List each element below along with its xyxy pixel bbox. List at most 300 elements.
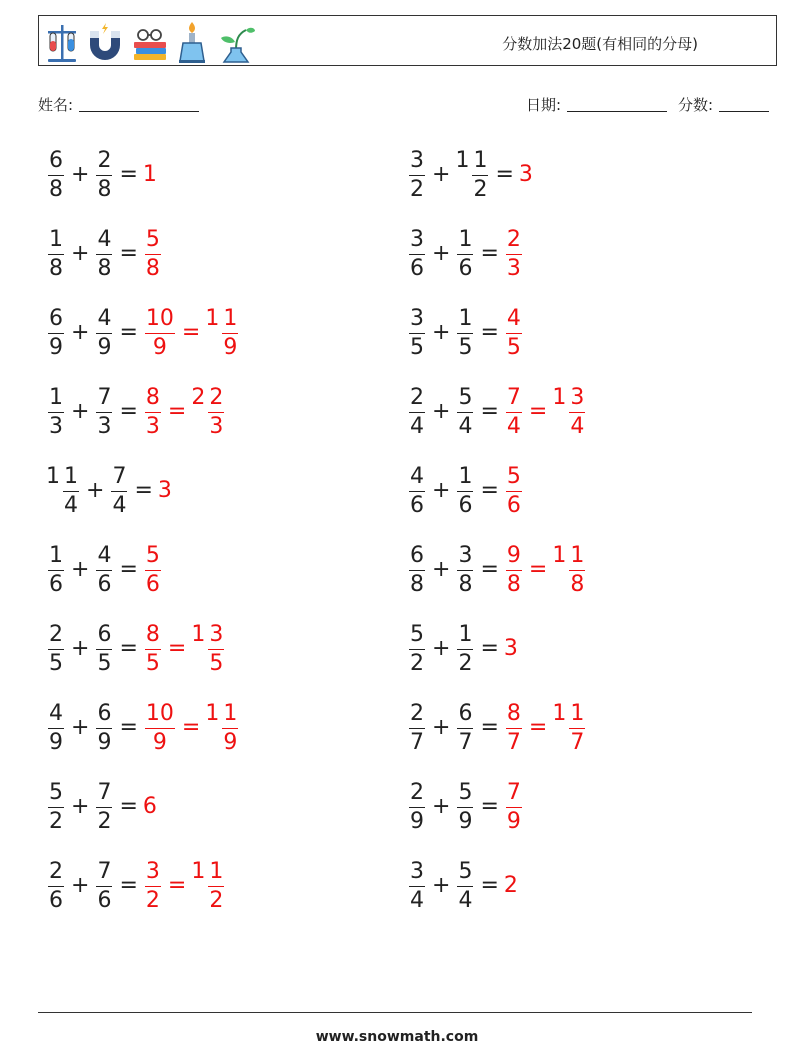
denominator: 3: [97, 413, 112, 439]
denominator: 3: [49, 413, 63, 439]
numerator: 4: [506, 305, 521, 331]
plus-sign: +: [432, 398, 451, 424]
equals-sign: =: [134, 477, 153, 503]
equals-sign: =: [119, 793, 138, 819]
fraction: [145, 226, 161, 281]
denominator: 6: [97, 887, 112, 913]
numerator: 1: [570, 542, 585, 568]
fraction: [96, 621, 112, 676]
problem-item: [46, 144, 158, 204]
fraction: [409, 463, 425, 518]
plus-sign: +: [71, 319, 90, 345]
score-label: 分数:: [678, 96, 714, 114]
fraction: [145, 700, 175, 755]
fraction: [96, 779, 112, 834]
equals-sign: =: [480, 635, 499, 661]
name-line[interactable]: [79, 111, 199, 112]
fraction: [569, 384, 585, 439]
fraction: [48, 779, 64, 834]
number: [504, 780, 524, 833]
fraction: [145, 621, 161, 676]
number: [455, 464, 475, 517]
whole-number: 1: [455, 147, 470, 173]
denominator: 4: [458, 413, 473, 439]
number: [191, 385, 226, 438]
numerator: 5: [145, 542, 160, 568]
number: [504, 873, 519, 898]
denominator: 7: [506, 729, 521, 755]
number: [143, 622, 163, 675]
numerator: 3: [458, 542, 473, 568]
number: [46, 543, 66, 596]
plus-sign: +: [71, 556, 90, 582]
numerator: 10: [145, 700, 174, 726]
number: [191, 859, 226, 912]
number: [455, 227, 475, 280]
numerator: 8: [145, 621, 160, 647]
fraction: [48, 305, 64, 360]
whole-number: 3: [157, 477, 172, 503]
plus-sign: +: [71, 240, 90, 266]
equals-sign: =: [167, 398, 187, 424]
equals-sign: =: [480, 240, 499, 266]
numerator: 1: [458, 621, 473, 647]
whole-number: 2: [503, 872, 518, 898]
fraction: [506, 700, 522, 755]
number: [504, 464, 524, 517]
numerator: 1: [49, 542, 63, 568]
whole-number: 1: [552, 700, 567, 726]
number: [143, 162, 158, 187]
books-glasses-icon: [131, 21, 169, 63]
fraction: [472, 147, 488, 202]
number: [407, 701, 427, 754]
fraction: [409, 226, 425, 281]
fraction: [96, 147, 112, 202]
equals-sign: =: [480, 319, 499, 345]
denominator: 9: [49, 729, 63, 755]
number: [552, 543, 587, 596]
denominator: 9: [97, 334, 112, 360]
answer: [143, 859, 226, 912]
plus-sign: +: [432, 714, 451, 740]
number: [504, 306, 524, 359]
fraction: [506, 305, 522, 360]
equals-sign: =: [528, 398, 548, 424]
number: [407, 385, 427, 438]
number: [455, 622, 475, 675]
numerator: 2: [209, 384, 224, 410]
denominator: 3: [145, 413, 160, 439]
number: [94, 701, 114, 754]
plus-sign: +: [71, 398, 90, 424]
numerator: 1: [64, 463, 78, 489]
answer: [504, 780, 524, 833]
numerator: 6: [49, 147, 63, 173]
problem-item: [46, 223, 163, 283]
numerator: 7: [506, 779, 521, 805]
number: [552, 385, 587, 438]
denominator: 8: [570, 571, 585, 597]
equals-sign: =: [528, 556, 548, 582]
problem-item: [407, 618, 519, 678]
fraction: [409, 542, 425, 597]
number: [94, 543, 114, 596]
problem-item: [407, 697, 587, 757]
answer: [504, 636, 519, 661]
equals-sign: =: [495, 161, 514, 187]
problem-item: [46, 539, 163, 599]
number: [504, 701, 524, 754]
fraction: [48, 384, 64, 439]
numerator: 3: [145, 858, 160, 884]
numerator: 2: [49, 858, 63, 884]
answer: [143, 622, 226, 675]
plus-sign: +: [71, 635, 90, 661]
numerator: 2: [49, 621, 63, 647]
equals-sign: =: [181, 319, 201, 345]
numerator: 2: [410, 700, 424, 726]
fraction: [506, 463, 522, 518]
plus-sign: +: [71, 872, 90, 898]
whole-number: 1: [142, 161, 157, 187]
number: [191, 622, 226, 675]
plus-sign: +: [432, 556, 451, 582]
fraction: [569, 542, 585, 597]
fraction: [506, 542, 522, 597]
fraction: [48, 858, 64, 913]
numerator: 8: [145, 384, 160, 410]
denominator: 9: [506, 808, 521, 834]
plant-flask-icon: [215, 20, 257, 64]
bunsen-burner-icon: [177, 20, 207, 64]
equals-sign: =: [480, 477, 499, 503]
name-field: [38, 94, 199, 115]
footer-divider: [38, 1012, 752, 1013]
denominator: 6: [458, 492, 473, 518]
problem-item: [407, 144, 534, 204]
numerator: 7: [506, 384, 521, 410]
number: [143, 859, 163, 912]
whole-number: 1: [191, 621, 206, 647]
numerator: 10: [145, 305, 174, 331]
number: [407, 859, 427, 912]
numerator: 3: [410, 147, 424, 173]
denominator: 4: [64, 492, 78, 518]
denominator: 2: [209, 887, 224, 913]
denominator: 7: [570, 729, 585, 755]
fraction: [48, 226, 64, 281]
number: [455, 385, 475, 438]
answer: [504, 385, 587, 438]
number: [407, 227, 427, 280]
denominator: 9: [223, 334, 238, 360]
fraction: [409, 858, 425, 913]
whole-number: 1: [205, 700, 220, 726]
denominator: 9: [223, 729, 238, 755]
fraction: [96, 700, 112, 755]
fraction: [111, 463, 127, 518]
number: [46, 385, 66, 438]
numerator: 4: [49, 700, 63, 726]
numerator: 4: [97, 542, 112, 568]
denominator: 8: [49, 255, 63, 281]
number: [143, 227, 163, 280]
denominator: 8: [506, 571, 521, 597]
fraction: [409, 305, 425, 360]
numerator: 1: [209, 858, 224, 884]
test-tubes-icon: [45, 21, 79, 63]
whole-number: 2: [191, 384, 206, 410]
fraction: [96, 858, 112, 913]
whole-number: 3: [503, 635, 518, 661]
equals-sign: =: [119, 240, 138, 266]
fraction: [409, 779, 425, 834]
plus-sign: +: [432, 635, 451, 661]
numerator: 5: [506, 463, 521, 489]
fraction: [506, 384, 522, 439]
numerator: 3: [410, 858, 424, 884]
number: [504, 636, 519, 661]
numerator: 2: [97, 147, 112, 173]
answer: [143, 701, 240, 754]
fraction: [145, 858, 161, 913]
numerator: 1: [223, 305, 238, 331]
number: [407, 543, 427, 596]
answer: [504, 543, 587, 596]
problem-item: [46, 381, 226, 441]
fraction: [145, 384, 161, 439]
equals-sign: =: [181, 714, 201, 740]
numerator: 1: [458, 305, 473, 331]
fraction: [457, 858, 473, 913]
problem-item: [407, 776, 524, 836]
numerator: 5: [145, 226, 160, 252]
fraction: [457, 700, 473, 755]
numerator: 2: [410, 384, 424, 410]
header-icons: [45, 20, 257, 64]
numerator: 3: [410, 305, 424, 331]
number: [455, 780, 475, 833]
whole-number: 3: [518, 161, 533, 187]
equals-sign: =: [119, 635, 138, 661]
number: [143, 543, 163, 596]
numerator: 7: [97, 384, 112, 410]
whole-number: 1: [552, 384, 567, 410]
denominator: 9: [49, 334, 63, 360]
answer: [143, 227, 163, 280]
number: [94, 622, 114, 675]
numerator: 6: [97, 621, 112, 647]
number: [46, 859, 66, 912]
equals-sign: =: [528, 714, 548, 740]
number: [407, 780, 427, 833]
numerator: 3: [410, 226, 424, 252]
footer-url: www.snowmath.com: [315, 1029, 479, 1045]
whole-number: 1: [205, 305, 220, 331]
numerator: 1: [49, 384, 63, 410]
fraction: [48, 700, 64, 755]
denominator: 5: [458, 334, 473, 360]
number: [46, 780, 66, 833]
denominator: 3: [506, 255, 521, 281]
numerator: 2: [410, 779, 424, 805]
number: [94, 148, 114, 201]
numerator: 1: [473, 147, 488, 173]
date-label: 日期:: [526, 96, 562, 114]
numerator: 7: [97, 858, 112, 884]
denominator: 4: [112, 492, 127, 518]
problem-item: [407, 460, 524, 520]
numerator: 1: [570, 700, 585, 726]
denominator: 6: [49, 887, 63, 913]
denominator: 5: [97, 650, 112, 676]
fraction: [409, 700, 425, 755]
numerator: 1: [458, 226, 473, 252]
number: [143, 306, 177, 359]
answer: [504, 227, 524, 280]
fraction: [96, 226, 112, 281]
number: [46, 227, 66, 280]
fraction: [96, 384, 112, 439]
answer: [143, 162, 158, 187]
denominator: 9: [97, 729, 112, 755]
denominator: 6: [97, 571, 112, 597]
plus-sign: +: [432, 240, 451, 266]
numerator: 6: [97, 700, 112, 726]
fraction: [457, 542, 473, 597]
score-field: [678, 94, 769, 115]
denominator: 7: [410, 729, 424, 755]
numerator: 5: [458, 858, 473, 884]
fraction: [506, 226, 522, 281]
number: [205, 701, 240, 754]
denominator: 9: [152, 729, 167, 755]
worksheet-header: [38, 15, 777, 66]
problem-item: [46, 618, 226, 678]
fraction: [457, 621, 473, 676]
denominator: 6: [410, 255, 424, 281]
equals-sign: =: [167, 872, 187, 898]
denominator: 9: [410, 808, 424, 834]
denominator: 2: [97, 808, 112, 834]
fraction: [506, 779, 522, 834]
denominator: 6: [410, 492, 424, 518]
denominator: 7: [458, 729, 473, 755]
fraction: [208, 621, 224, 676]
problem-item: [46, 697, 240, 757]
date-line[interactable]: [567, 111, 667, 112]
problem-item: [407, 302, 524, 362]
whole-number: 1: [191, 858, 206, 884]
plus-sign: +: [71, 793, 90, 819]
numerator: 1: [49, 226, 63, 252]
denominator: 6: [506, 492, 521, 518]
number: [94, 385, 114, 438]
number: [504, 385, 524, 438]
denominator: 5: [506, 334, 521, 360]
denominator: 4: [410, 413, 424, 439]
fraction: [145, 305, 175, 360]
problem-item: [46, 776, 158, 836]
denominator: 8: [97, 255, 112, 281]
problem-item: [407, 223, 524, 283]
fraction: [48, 542, 64, 597]
denominator: 2: [458, 650, 473, 676]
number: [455, 543, 475, 596]
denominator: 2: [410, 176, 424, 202]
numerator: 6: [49, 305, 63, 331]
numerator: 6: [410, 542, 424, 568]
number: [407, 148, 427, 201]
magnet-icon: [87, 21, 123, 63]
fraction: [208, 384, 224, 439]
answer: [504, 701, 587, 754]
denominator: 9: [458, 808, 473, 834]
numerator: 5: [49, 779, 63, 805]
denominator: 2: [473, 176, 488, 202]
plus-sign: +: [432, 872, 451, 898]
answer: [504, 873, 519, 898]
number: [94, 780, 114, 833]
equals-sign: =: [119, 872, 138, 898]
denominator: 5: [410, 334, 424, 360]
plus-sign: +: [432, 793, 451, 819]
equals-sign: =: [119, 398, 138, 424]
equals-sign: =: [480, 556, 499, 582]
number: [46, 701, 66, 754]
number: [46, 464, 81, 517]
fraction: [96, 305, 112, 360]
fraction: [208, 858, 224, 913]
denominator: 2: [145, 887, 160, 913]
denominator: 6: [49, 571, 63, 597]
numerator: 4: [97, 226, 112, 252]
numerator: 7: [97, 779, 112, 805]
fraction: [569, 700, 585, 755]
fraction: [222, 700, 238, 755]
fraction: [457, 384, 473, 439]
number: [455, 306, 475, 359]
denominator: 8: [458, 571, 473, 597]
equals-sign: =: [119, 319, 138, 345]
numerator: 9: [506, 542, 521, 568]
plus-sign: +: [71, 161, 90, 187]
fraction: [222, 305, 238, 360]
fraction: [457, 463, 473, 518]
denominator: 8: [97, 176, 112, 202]
answer: [143, 543, 163, 596]
number: [94, 859, 114, 912]
plus-sign: +: [86, 477, 105, 503]
fraction: [48, 621, 64, 676]
numerator: 1: [223, 700, 238, 726]
answer: [143, 385, 226, 438]
number: [46, 622, 66, 675]
denominator: 4: [458, 887, 473, 913]
whole-number: 6: [142, 793, 157, 819]
problem-item: [407, 855, 519, 915]
denominator: 5: [145, 650, 160, 676]
name-label: 姓名:: [38, 96, 74, 114]
problem-item: [46, 302, 240, 362]
number: [46, 148, 66, 201]
score-line[interactable]: [719, 111, 769, 112]
denominator: 2: [410, 650, 424, 676]
denominator: 6: [145, 571, 160, 597]
number: [455, 859, 475, 912]
number: [519, 162, 534, 187]
